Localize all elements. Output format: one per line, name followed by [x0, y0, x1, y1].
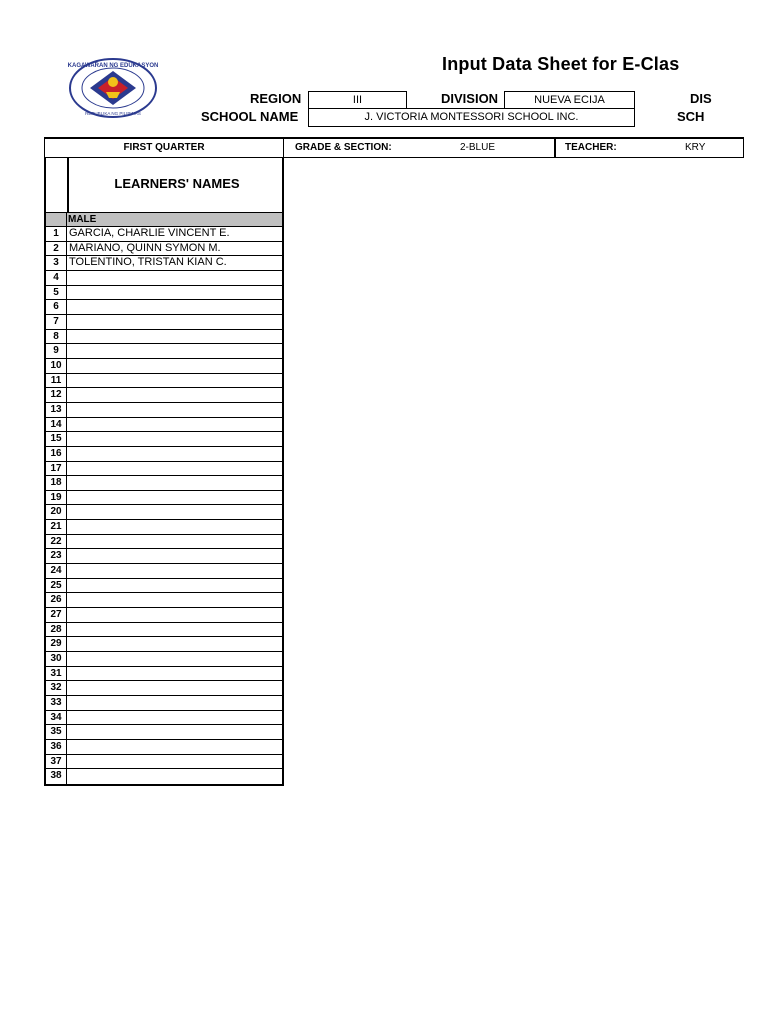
row-number: 38: [46, 769, 67, 784]
row-number: 26: [46, 593, 67, 607]
row-number: 20: [46, 505, 67, 519]
row-number: 33: [46, 696, 67, 710]
row-number: 37: [46, 755, 67, 769]
table-row[interactable]: [46, 315, 282, 330]
table-row[interactable]: [46, 755, 282, 770]
row-number: 35: [46, 725, 67, 739]
table-row[interactable]: [46, 608, 282, 623]
sheet-title: Input Data Sheet for E-Clas: [442, 54, 680, 74]
grade-section-value[interactable]: 2-BLUE: [460, 142, 496, 153]
quarter-label: FIRST QUARTER: [123, 142, 205, 153]
row-number: 25: [46, 579, 67, 593]
row-number: 32: [46, 681, 67, 695]
table-row[interactable]: [46, 374, 282, 389]
row-number: 13: [46, 403, 67, 417]
quarter-info-bar: [44, 137, 744, 158]
table-row[interactable]: [46, 667, 282, 682]
learner-name-cell[interactable]: TOLENTINO, TRISTAN KIAN C.: [69, 256, 227, 269]
table-row[interactable]: [46, 359, 282, 374]
table-row[interactable]: [46, 549, 282, 564]
deped-seal-logo: [68, 58, 158, 118]
table-row[interactable]: [46, 447, 282, 462]
row-number: 9: [46, 344, 67, 358]
row-number: 19: [46, 491, 67, 505]
teacher-label: TEACHER:: [565, 142, 617, 153]
table-row[interactable]: [46, 256, 282, 271]
row-number: 16: [46, 447, 67, 461]
learners-names-title: LEARNERS' NAMES: [114, 176, 240, 191]
row-number: 14: [46, 418, 67, 432]
region-field[interactable]: III: [308, 91, 407, 109]
row-number: 23: [46, 549, 67, 563]
row-number: 29: [46, 637, 67, 651]
table-row[interactable]: [46, 505, 282, 520]
row-number: 4: [46, 271, 67, 285]
row-number: 30: [46, 652, 67, 666]
row-number: 1: [46, 227, 67, 241]
table-row[interactable]: [46, 462, 282, 477]
row-number: 27: [46, 608, 67, 622]
table-row[interactable]: [46, 535, 282, 550]
row-number: 21: [46, 520, 67, 534]
learner-name-cell[interactable]: MARIANO, QUINN SYMON M.: [69, 241, 221, 254]
table-row[interactable]: [46, 344, 282, 359]
row-number: 12: [46, 388, 67, 402]
table-row[interactable]: [46, 725, 282, 740]
table-row[interactable]: [46, 579, 282, 594]
table-row[interactable]: [46, 418, 282, 433]
table-row[interactable]: [46, 623, 282, 638]
seal-text-top: KAGAWARAN NG EDUKASYON: [67, 63, 159, 69]
row-number: 10: [46, 359, 67, 373]
row-number: 17: [46, 462, 67, 476]
row-number: 5: [46, 286, 67, 300]
table-row[interactable]: [46, 432, 282, 447]
learner-name-cell[interactable]: GARCIA, CHARLIE VINCENT E.: [69, 227, 230, 239]
table-row[interactable]: [46, 388, 282, 403]
row-number: 22: [46, 535, 67, 549]
table-row[interactable]: [46, 696, 282, 711]
table-row[interactable]: [46, 593, 282, 608]
table-row[interactable]: [46, 476, 282, 491]
table-row[interactable]: [46, 271, 282, 286]
table-row[interactable]: [46, 242, 282, 257]
row-number: 6: [46, 300, 67, 314]
division-label: DIVISION: [441, 91, 499, 106]
grade-section-label: GRADE & SECTION:: [295, 142, 392, 153]
row-number: 31: [46, 667, 67, 681]
table-row[interactable]: [46, 403, 282, 418]
row-number: 36: [46, 740, 67, 754]
row-number: 2: [46, 242, 67, 256]
learner-rows: [44, 227, 284, 786]
school-id-label: SCH: [677, 109, 705, 124]
table-row[interactable]: [46, 711, 282, 726]
table-row[interactable]: [46, 769, 282, 784]
school-name-label: SCHOOL NAME: [201, 109, 299, 124]
row-number: 3: [46, 256, 67, 270]
table-row[interactable]: [46, 227, 282, 242]
table-row[interactable]: [46, 330, 282, 345]
male-group-label: MALE: [68, 214, 97, 225]
male-group-bar: [44, 212, 284, 227]
row-number: 18: [46, 476, 67, 490]
row-number: 11: [46, 374, 67, 388]
table-row[interactable]: [46, 740, 282, 755]
table-row[interactable]: [46, 652, 282, 667]
row-number: 34: [46, 711, 67, 725]
region-label: REGION: [250, 91, 302, 106]
row-number: 28: [46, 623, 67, 637]
row-number: 7: [46, 315, 67, 329]
seal-text-bottom: REPUBLIKA NG PILIPINAS: [85, 111, 141, 116]
table-row[interactable]: [46, 491, 282, 506]
district-label: DIS: [690, 91, 712, 106]
teacher-value[interactable]: KRY: [685, 142, 706, 153]
school-name-field[interactable]: J. VICTORIA MONTESSORI SCHOOL INC.: [308, 108, 635, 127]
table-row[interactable]: [46, 300, 282, 315]
learners-names-header: [44, 157, 284, 212]
row-number: 24: [46, 564, 67, 578]
table-row[interactable]: [46, 564, 282, 579]
table-row[interactable]: [46, 637, 282, 652]
table-row[interactable]: [46, 286, 282, 301]
row-number: 15: [46, 432, 67, 446]
row-number: 8: [46, 330, 67, 344]
table-row[interactable]: [46, 681, 282, 696]
table-row[interactable]: [46, 520, 282, 535]
division-field[interactable]: NUEVA ECIJA: [504, 91, 635, 109]
